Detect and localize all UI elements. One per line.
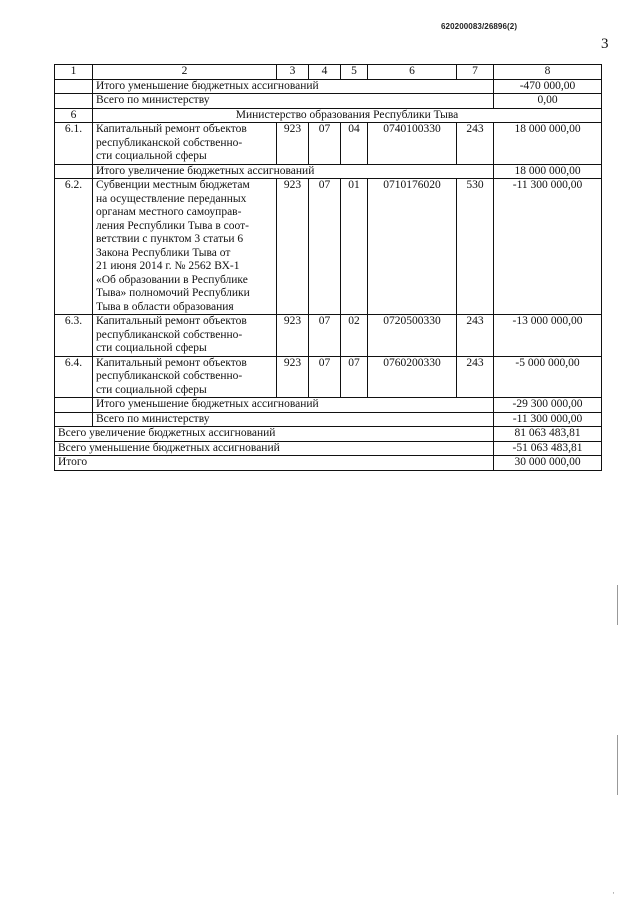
description-line: Капитальный ремонт объектов	[96, 123, 247, 135]
item-number: 6.2.	[55, 179, 93, 315]
column-number-cell: 5	[341, 65, 368, 80]
empty-cell	[55, 398, 93, 413]
section-code: 07	[309, 123, 341, 165]
chapter-code: 923	[277, 315, 309, 357]
subtotal-label: Всего по министерству	[93, 412, 494, 427]
column-number-cell: 1	[55, 65, 93, 80]
subsection-code: 07	[341, 356, 368, 398]
column-number-cell: 8	[494, 65, 602, 80]
chapter-code: 923	[277, 123, 309, 165]
table-row	[55, 315, 602, 357]
table-row	[55, 164, 602, 179]
empty-cell	[55, 94, 93, 109]
column-number-cell: 3	[277, 65, 309, 80]
grand-total-label: Всего увеличение бюджетных ассигнований	[55, 427, 494, 442]
amount-cell: 81 063 483,81	[494, 427, 602, 442]
description-line: 21 июня 2014 г. № 2562 ВХ-1	[96, 260, 240, 272]
grand-total-label: Всего уменьшение бюджетных ассигнований	[55, 441, 494, 456]
empty-cell	[55, 79, 93, 94]
section-number: 6	[55, 108, 93, 123]
section-title: Министерство образования Республики Тыва	[93, 108, 602, 123]
item-description	[93, 315, 277, 357]
description-line: на осуществление переданных	[96, 192, 247, 205]
expense-type-code: 530	[457, 179, 494, 315]
description-line: республиканской собственно-	[96, 136, 243, 149]
description-line: сти социальной сферы	[96, 383, 207, 396]
item-number: 6.4.	[55, 356, 93, 398]
subtotal-label: Итого уменьшение бюджетных ассигнований	[93, 79, 494, 94]
scan-edge-mark	[617, 585, 618, 625]
item-description	[93, 356, 277, 398]
subsection-code: 01	[341, 179, 368, 315]
amount-cell: -29 300 000,00	[494, 398, 602, 413]
table-row	[55, 179, 602, 315]
page-number: 3	[601, 36, 609, 52]
expense-type-code: 243	[457, 123, 494, 165]
column-number-cell: 2	[93, 65, 277, 80]
empty-cell	[55, 164, 93, 179]
expense-type-code: 243	[457, 315, 494, 357]
description-line: Капитальный ремонт объектов	[96, 356, 247, 369]
description-line: Субвенции местным бюджетам	[96, 179, 250, 191]
grand-total-label: Итого	[55, 456, 494, 471]
subsection-code: 02	[341, 315, 368, 357]
description-line: Капитальный ремонт объектов	[96, 315, 247, 327]
column-number-cell: 7	[457, 65, 494, 80]
document-code: 620200083/26896(2)	[441, 22, 518, 31]
amount-cell: -11 300 000,00	[494, 412, 602, 427]
description-line: республиканской собственно-	[96, 370, 243, 382]
table-row	[55, 456, 602, 471]
table-row	[55, 123, 602, 165]
description-line: сти социальной сферы	[96, 150, 207, 162]
amount-cell: -13 000 000,00	[494, 315, 602, 357]
target-article-code: 0720500330	[368, 315, 457, 357]
table-row	[55, 427, 602, 442]
subtotal-label: Итого увеличение бюджетных ассигнований	[93, 164, 494, 179]
description-line: органам местного самоуправ-	[96, 206, 242, 218]
description-line: Закона Республики Тыва от	[96, 246, 231, 259]
description-line: ветствии с пунктом 3 статьи 6	[96, 233, 244, 245]
table-row	[55, 94, 602, 109]
target-article-code: 0740100330	[368, 123, 457, 165]
amount-cell: -11 300 000,00	[494, 179, 602, 315]
item-description	[93, 179, 277, 315]
table-row	[55, 441, 602, 456]
column-number-cell: 4	[309, 65, 341, 80]
chapter-code: 923	[277, 179, 309, 315]
column-number-cell: 6	[368, 65, 457, 80]
amount-cell: 30 000 000,00	[494, 456, 602, 471]
amount-cell: -5 000 000,00	[494, 356, 602, 398]
chapter-code: 923	[277, 356, 309, 398]
amount-cell: -470 000,00	[494, 79, 602, 94]
amount-cell: 18 000 000,00	[494, 164, 602, 179]
subsection-code: 04	[341, 123, 368, 165]
target-article-code: 0760200330	[368, 356, 457, 398]
section-code: 07	[309, 179, 341, 315]
amount-cell: 0,00	[494, 94, 602, 109]
subtotal-label: Всего по министерству	[93, 94, 494, 109]
budget-allocation-table	[54, 64, 602, 471]
table-row	[55, 398, 602, 413]
item-number: 6.3.	[55, 315, 93, 357]
amount-cell: -51 063 483,81	[494, 441, 602, 456]
section-code: 07	[309, 356, 341, 398]
scan-corner-mark: ·	[612, 888, 615, 898]
description-line: республиканской собственно-	[96, 328, 243, 341]
description-line: Тыва в области образования	[96, 300, 234, 313]
description-line: Тыва» полномочий Республики	[96, 287, 250, 299]
amount-cell: 18 000 000,00	[494, 123, 602, 165]
description-line: ления Республики Тыва в соот-	[96, 219, 249, 232]
section-code: 07	[309, 315, 341, 357]
table-row	[55, 108, 602, 123]
scan-edge-mark	[617, 735, 618, 795]
target-article-code: 0710176020	[368, 179, 457, 315]
table-row	[55, 356, 602, 398]
empty-cell	[55, 412, 93, 427]
expense-type-code: 243	[457, 356, 494, 398]
subtotal-label: Итого уменьшение бюджетных ассигнований	[93, 398, 494, 413]
description-line: сти социальной сферы	[96, 342, 207, 354]
table-row	[55, 412, 602, 427]
description-line: «Об образовании в Республике	[96, 273, 248, 286]
column-number-row	[55, 65, 602, 80]
item-number: 6.1.	[55, 123, 93, 165]
item-description	[93, 123, 277, 165]
table-row	[55, 79, 602, 94]
